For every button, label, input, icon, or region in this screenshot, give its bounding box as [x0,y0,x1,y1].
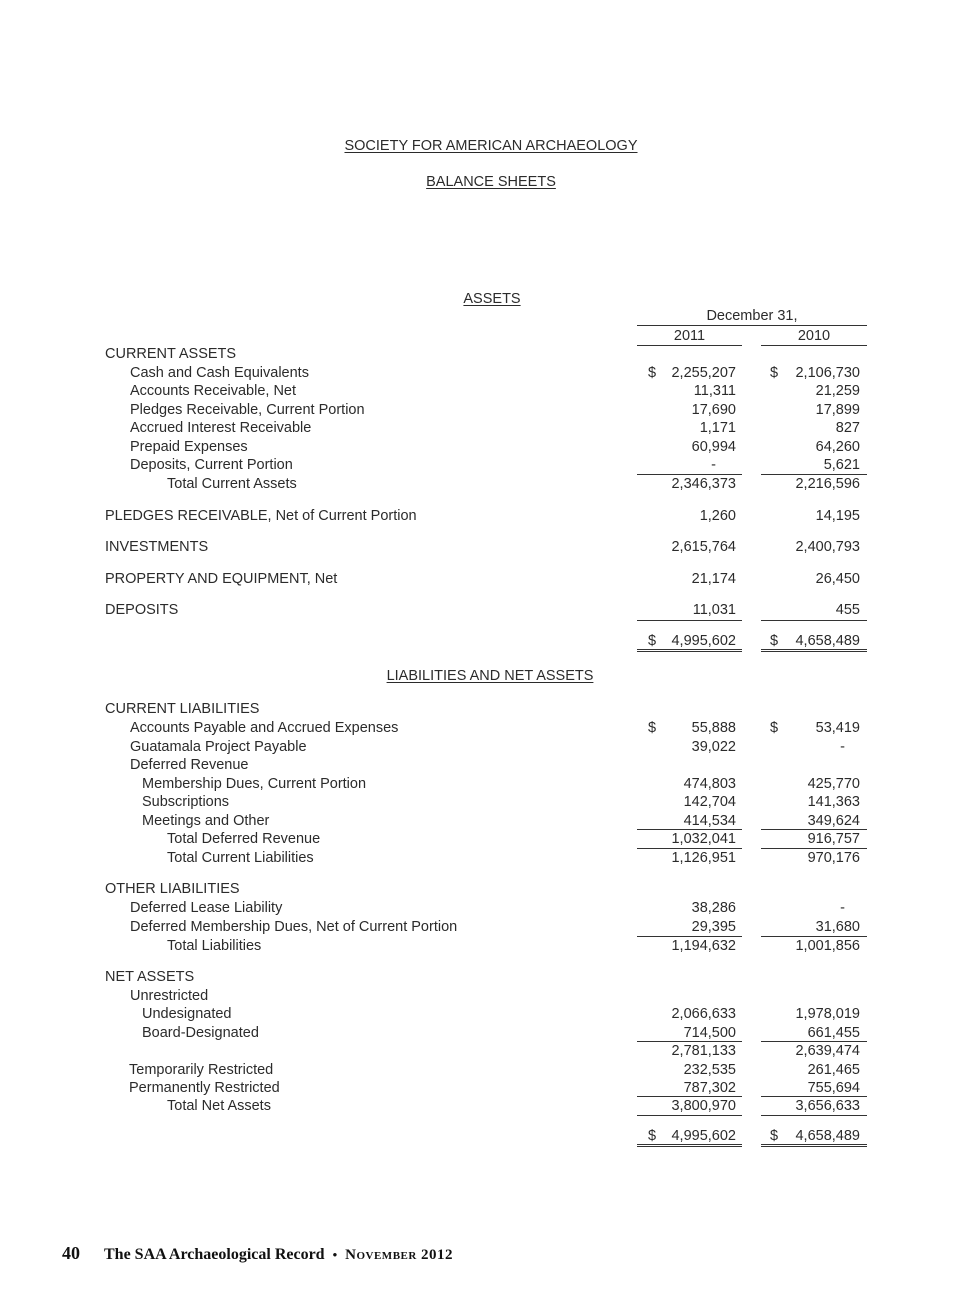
guatamala-label: Guatamala Project Payable [130,739,307,755]
temporarily-restricted-2010: 261,465 [807,1062,860,1078]
guatamala-2010: - [840,739,845,755]
pledges-noncurrent-label: PLEDGES RECEIVABLE, Net of Current Portion [105,508,417,524]
subscriptions-label: Subscriptions [142,794,230,810]
investments-2011: 2,615,764 [671,539,736,555]
grand-total-2011: 4,995,602 [671,1128,736,1144]
total-deferred-2010: 916,757 [807,831,860,847]
board-designated-2010: 661,455 [807,1025,860,1041]
total-current-assets-2011: 2,346,373 [671,476,736,492]
property-equipment-2010: 26,450 [815,571,860,587]
total-assets-2010: 4,658,489 [795,633,860,649]
total-assets-double-rule-2010 [761,649,867,652]
deposits-label: DEPOSITS [105,602,179,618]
publication-name: The SAA Archaeological Record [104,1246,325,1263]
temporarily-restricted-2011: 232,535 [683,1062,736,1078]
year-2011-rule [637,345,742,346]
total-assets-double-rule-2011 [637,649,742,652]
net-assets-label: NET ASSETS [105,969,195,985]
lease-liability-2010: - [840,900,845,916]
undesignated-label: Undesignated [142,1006,232,1022]
accrued-interest-2011: 1,171 [699,420,736,436]
organization-title: SOCIETY FOR AMERICAN ARCHAEOLOGY [344,138,638,154]
accrued-interest-2010: 827 [835,420,860,436]
total-current-liabilities-2011: 1,126,951 [671,850,736,866]
pledges-noncurrent-2010: 14,195 [815,508,860,524]
accounts-receivable-label: Accounts Receivable, Net [130,383,297,399]
prepaid-expenses-label: Prepaid Expenses [130,439,248,455]
date-header: December 31, [706,308,798,324]
subscriptions-2011: 142,704 [683,794,736,810]
meetings-2011: 414,534 [683,813,736,829]
year-2010-header: 2010 [797,328,831,344]
membership-net-2010: 31,680 [815,919,860,935]
date-header-rule [637,325,867,326]
permanently-restricted-2010: 755,694 [807,1080,860,1096]
total-deferred-label: Total Deferred Revenue [167,831,321,847]
accounts-payable-2011: 55,888 [691,720,736,736]
year-2010-rule [761,345,867,346]
grand-total-dollar-2011: $ [648,1128,657,1144]
total-net-assets-label: Total Net Assets [167,1098,271,1114]
total-assets-2011: 4,995,602 [671,633,736,649]
property-equipment-2011: 21,174 [691,571,736,587]
accounts-payable-label: Accounts Payable and Accrued Expenses [130,720,399,736]
temporarily-restricted-label: Temporarily Restricted [129,1062,274,1078]
deposits-rule-2010 [761,620,867,621]
pledges-noncurrent-2011: 1,260 [699,508,736,524]
deposits-current-2011: - [711,457,716,473]
total-current-assets-2010: 2,216,596 [795,476,860,492]
unrestricted-label: Unrestricted [130,988,209,1004]
membership-net-2011: 29,395 [691,919,736,935]
investments-label: INVESTMENTS [105,539,209,555]
current-liabilities-label: CURRENT LIABILITIES [105,701,260,717]
permanently-restricted-2011: 787,302 [683,1080,736,1096]
meetings-label: Meetings and Other [142,813,270,829]
total-liabilities-label: Total Liabilities [167,938,262,954]
deposits-current-2010: 5,621 [823,457,860,473]
grand-total-2010: 4,658,489 [795,1128,860,1144]
meetings-2010: 349,624 [807,813,860,829]
deposits-rule-2011 [637,620,742,621]
prepaid-expenses-2011: 60,994 [691,439,736,455]
cash-label: Cash and Cash Equivalents [130,365,309,381]
undesignated-2011: 2,066,633 [671,1006,736,1022]
total-assets-dollar-2011: $ [648,633,657,649]
total-current-liabilities-2010: 970,176 [807,850,860,866]
board-designated-2011: 714,500 [683,1025,736,1041]
cash-dollar-2010: $ [770,365,779,381]
cash-2010: 2,106,730 [795,365,860,381]
deposits-2011: 11,031 [692,602,736,618]
deposits-current-label: Deposits, Current Portion [130,457,293,473]
issue-date: November 2012 [345,1247,454,1263]
lease-liability-label: Deferred Lease Liability [130,900,283,916]
guatamala-2011: 39,022 [691,739,736,755]
prepaid-expenses-2010: 64,260 [815,439,860,455]
total-net-assets-2010: 3,656,633 [795,1098,860,1114]
total-current-assets-label: Total Current Assets [167,476,297,492]
year-2011-header: 2011 [673,328,706,344]
report-title: BALANCE SHEETS [426,174,556,190]
accounts-payable-dollar-2010: $ [770,720,779,736]
accrued-interest-label: Accrued Interest Receivable [130,420,312,436]
unrestricted-subtotal-2010: 2,639,474 [795,1043,860,1059]
subscriptions-2010: 141,363 [807,794,860,810]
page-number: 40 [62,1243,80,1263]
accounts-receivable-2010: 21,259 [815,383,860,399]
property-equipment-label: PROPERTY AND EQUIPMENT, Net [105,571,338,587]
deferred-revenue-label: Deferred Revenue [130,757,249,773]
total-liabilities-2010: 1,001,856 [795,938,860,954]
total-net-assets-rule-2011 [637,1115,742,1116]
assets-heading: ASSETS [463,291,521,307]
membership-dues-label: Membership Dues, Current Portion [142,776,367,792]
total-current-liabilities-label: Total Current Liabilities [167,850,314,866]
liabilities-heading: LIABILITIES AND NET ASSETS [386,668,594,684]
grand-total-double-rule-2010 [761,1144,867,1147]
page-footer [62,1243,453,1264]
investments-2010: 2,400,793 [795,539,860,555]
total-assets-dollar-2010: $ [770,633,779,649]
accounts-payable-dollar-2011: $ [648,720,657,736]
total-net-assets-rule-2010 [761,1115,867,1116]
pledges-current-2010: 17,899 [815,402,860,418]
unrestricted-subtotal-2011: 2,781,133 [671,1043,736,1059]
lease-liability-2011: 38,286 [691,900,736,916]
pledges-current-2011: 17,690 [691,402,736,418]
accounts-receivable-2011: 11,311 [693,383,736,399]
deposits-2010: 455 [835,602,860,618]
board-designated-label: Board-Designated [142,1025,259,1041]
total-deferred-2011: 1,032,041 [671,831,736,847]
membership-net-label: Deferred Membership Dues, Net of Current Portion [130,919,458,935]
total-liabilities-2011: 1,194,632 [671,938,736,954]
cash-2011: 2,255,207 [671,365,736,381]
footer-separator: • [332,1247,338,1262]
undesignated-2010: 1,978,019 [795,1006,860,1022]
cash-dollar-2011: $ [648,365,657,381]
grand-total-dollar-2010: $ [770,1128,779,1144]
permanently-restricted-label: Permanently Restricted [129,1080,280,1096]
membership-dues-2010: 425,770 [807,776,860,792]
membership-dues-2011: 474,803 [683,776,736,792]
other-liabilities-label: OTHER LIABILITIES [105,881,240,897]
current-assets-label: CURRENT ASSETS [105,346,237,362]
pledges-current-label: Pledges Receivable, Current Portion [130,402,365,418]
accounts-payable-2010: 53,419 [815,720,860,736]
grand-total-double-rule-2011 [637,1144,742,1147]
total-net-assets-2011: 3,800,970 [671,1098,736,1114]
